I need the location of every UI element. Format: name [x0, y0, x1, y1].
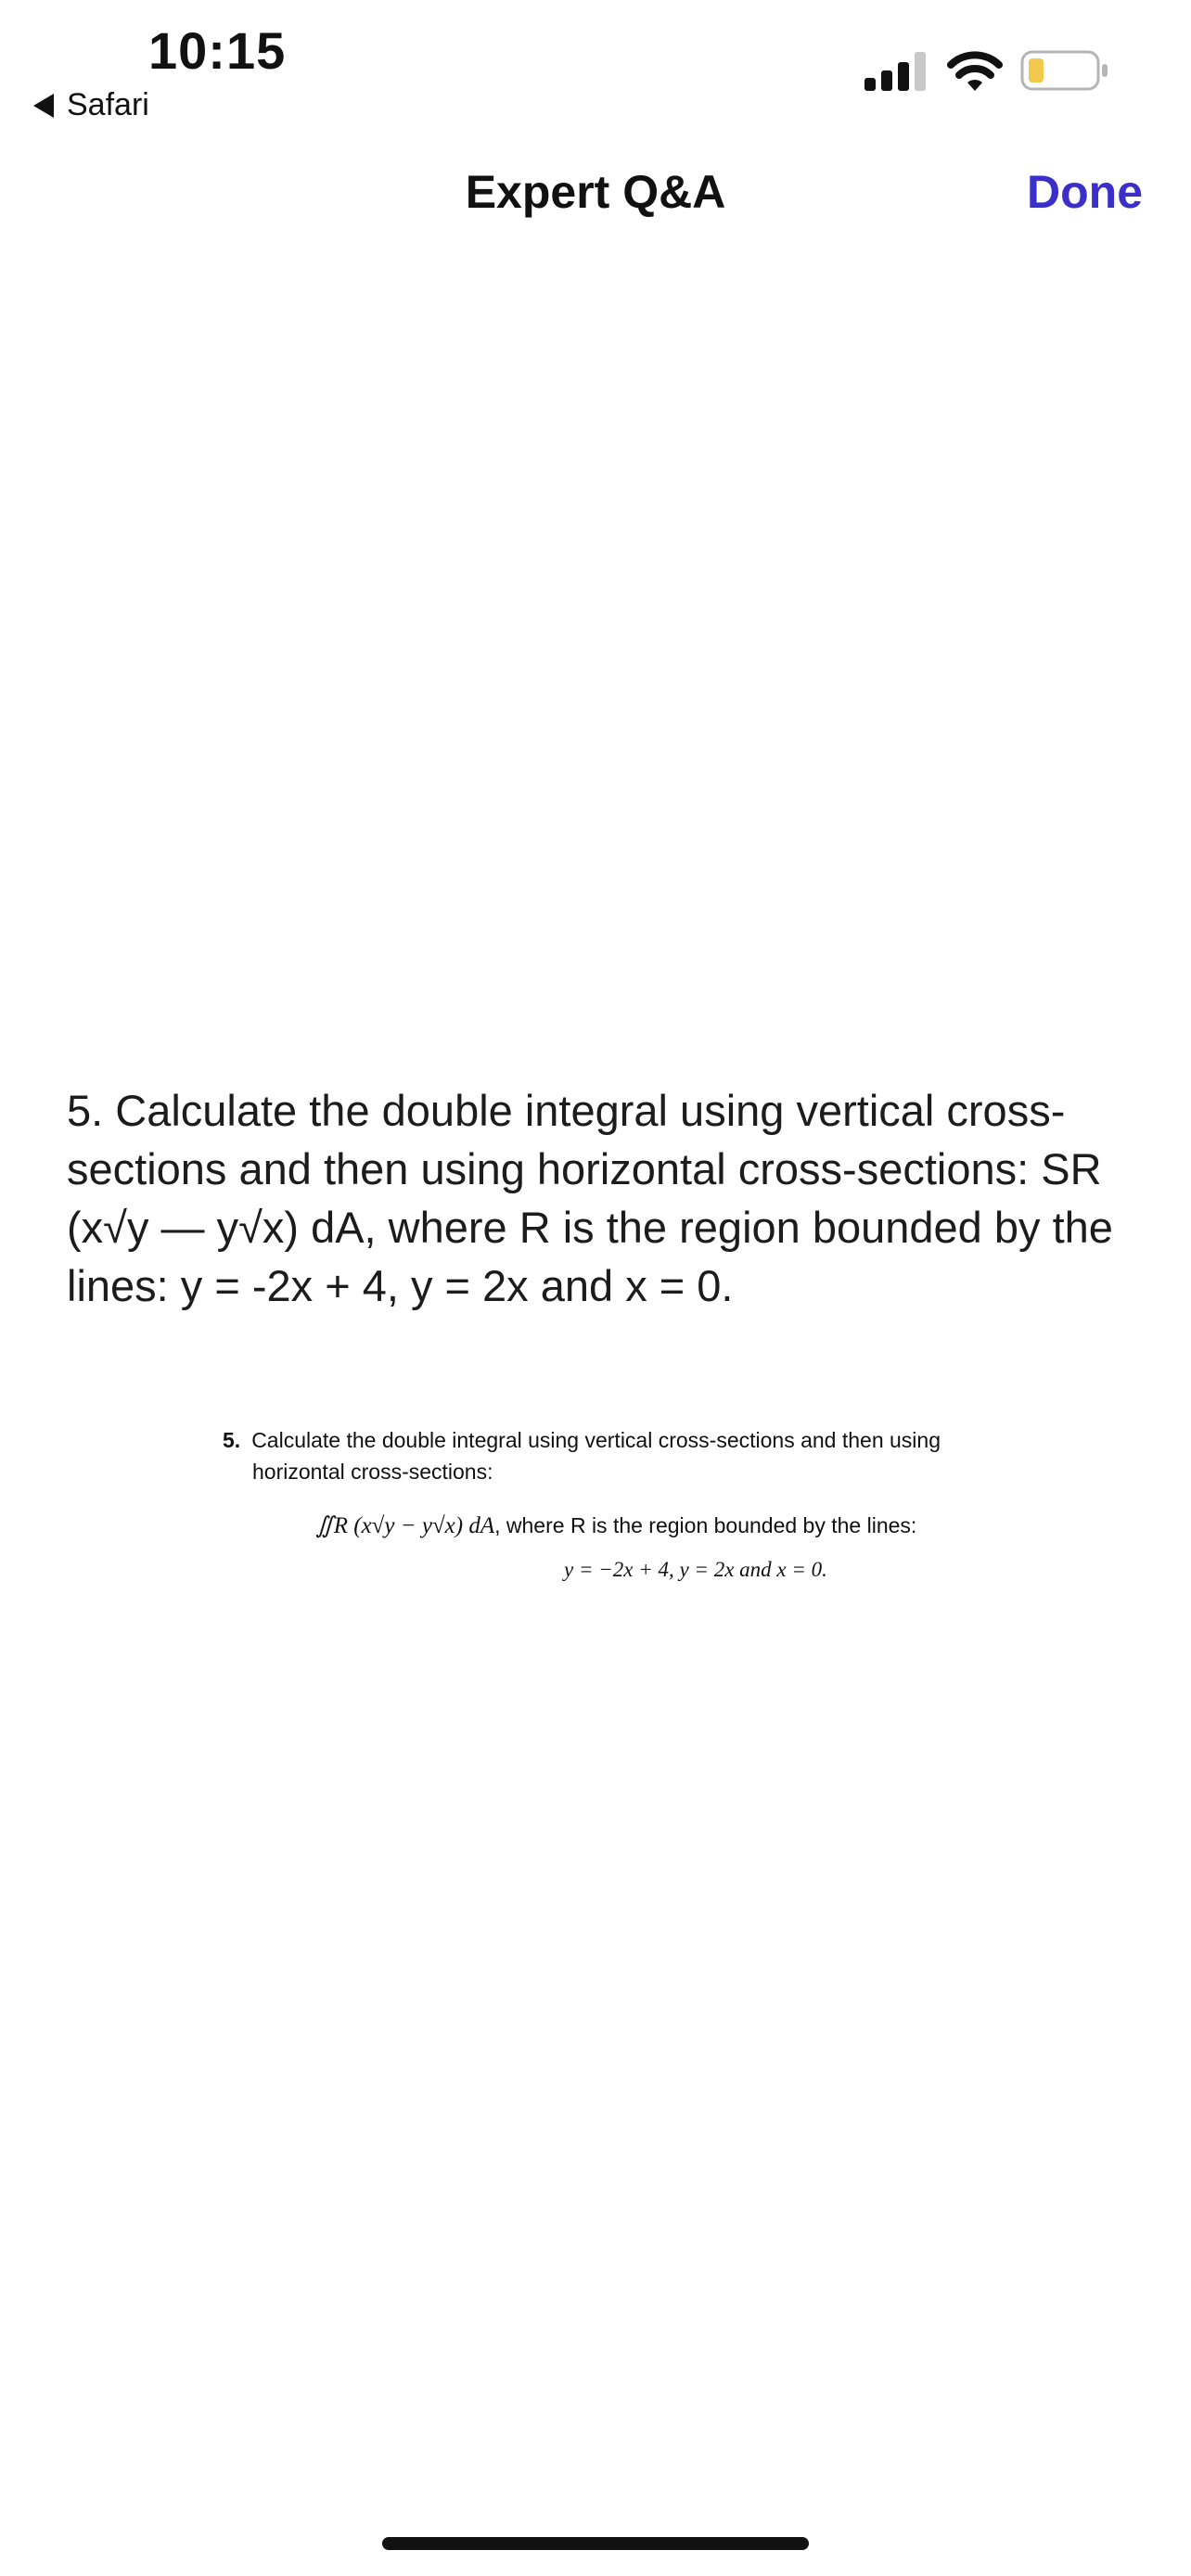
- attachment-integral-line: [315, 1511, 916, 1539]
- home-indicator[interactable]: [382, 2537, 809, 2550]
- attachment-equations: y = −2x + 4, y = 2x and x = 0.: [564, 1558, 827, 1581]
- battery-icon: [1020, 48, 1109, 93]
- attachment-line-1-text: Calculate the double integral using vertical cross-sections and then using: [251, 1428, 941, 1452]
- attachment-integral-suffix: , where R is the region bounded by the lines:: [494, 1513, 917, 1537]
- status-time: 10:15: [148, 21, 287, 80]
- wifi-icon: [946, 48, 1004, 93]
- page-title: Expert Q&A: [465, 166, 726, 218]
- cellular-signal-icon: [864, 52, 931, 91]
- attachment-line-1: [223, 1428, 941, 1453]
- question-text: 5. Calculate the double integral using vertical cross-sections and then using horizontal cross-sections: SR (x√y — y√x) dA, where R is the region bounded by the lines: y = -2x + 4, y = 2x and x = 0.: [67, 1086, 1113, 1310]
- back-app-label: Safari: [67, 87, 149, 122]
- question-attachment-image[interactable]: [211, 1409, 1028, 1595]
- attachment-line-2: horizontal cross-sections:: [252, 1460, 493, 1484]
- back-triangle-icon: [33, 94, 54, 118]
- back-to-safari-button[interactable]: [33, 87, 149, 123]
- attachment-integral-expression: ∬R (x√y − y√x) dA: [315, 1513, 495, 1538]
- attachment-question-number: 5.: [223, 1428, 241, 1452]
- done-button[interactable]: Done: [1027, 166, 1143, 218]
